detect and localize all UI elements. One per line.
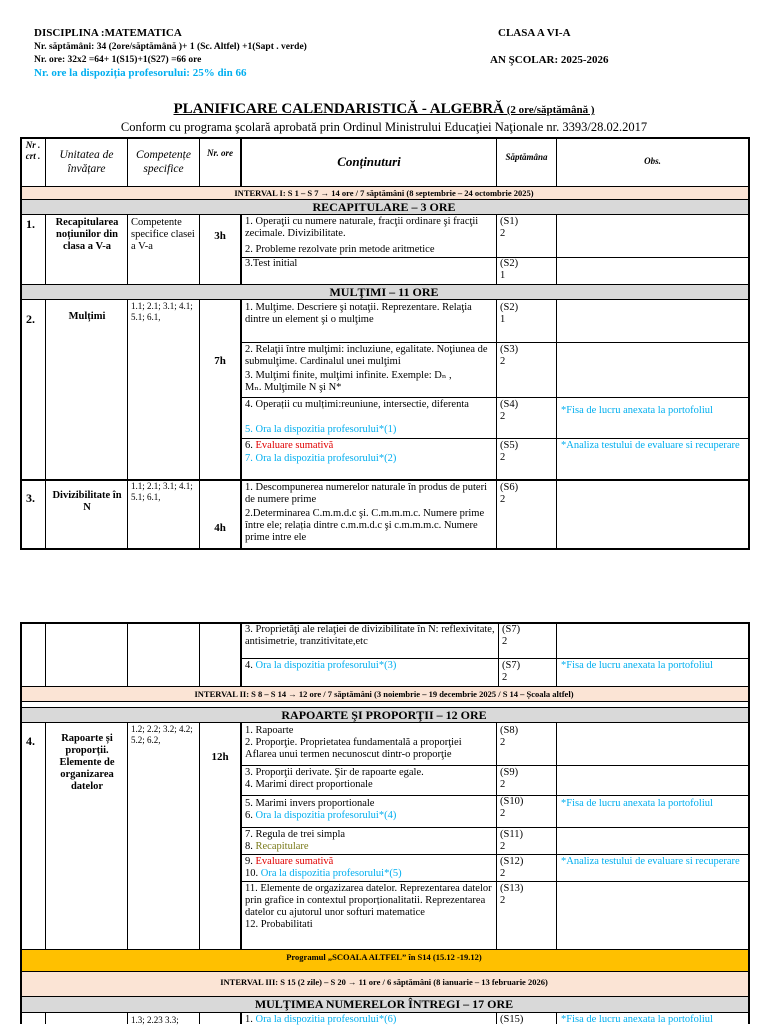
unit-2-name: Mulțimi — [68, 311, 106, 322]
week-s11: (S11) 2 — [500, 829, 523, 852]
col-unit-header: Unitatea de învățare — [59, 149, 114, 175]
col-contents-header: Conținuturi — [337, 154, 401, 169]
discipline-label: DISCIPLINA :MATEMATICA — [34, 27, 182, 39]
row-3a1: 1. Descompunerea numerelor naturale în produs de puteri de numere prime — [245, 482, 487, 505]
obs-fisa-2: *Fisa de lucru anexata la portofoliul — [561, 660, 713, 671]
unit-2-nr: 2. — [26, 312, 35, 326]
row-1a: 1. Operaţii cu numere naturale, fracţii ordinare şi fracţii zecimale. Divizibilitate. — [245, 216, 479, 239]
week-s7a: (S7) 2 — [502, 624, 521, 647]
row-3a2: 2.Determinarea C.m.m.d.c şi. C.m.m.m.c. Numere prime între ele; relația dintre c.m.m.d.c şi c.m.m.m.c. Numere prime intre ele — [245, 508, 485, 543]
unit-3-nr: 3. — [26, 491, 35, 505]
week-s7b: (S7) 2 — [502, 660, 521, 683]
weeks-label: Nr. săptămâni: 34 (2ore/săptămână )+ 1 (Sc. Altfel) +1(Sapt . verde) — [34, 42, 307, 52]
unit-4-name: Rapoarte și proporții. Elemente de organizarea datelor — [59, 733, 115, 792]
week-s2b: (S2) 1 — [500, 302, 519, 325]
col-nr-header: Nr . crt . — [25, 140, 41, 161]
week-s3: (S3) 2 — [500, 344, 519, 367]
week-s10: (S10) 2 — [500, 796, 524, 819]
page-subtitle: Conform cu programa şcolară aprobată prin Ordinul Ministrului Educaţiei Naţionale nr. 3393/28.02.2017 — [120, 120, 648, 134]
obs-analiza-2: *Analiza testului de evaluare si recuperare — [561, 856, 740, 867]
row-3b: 3. Proprietăţi ale relaţiei de divizibilitate în N: reflexivitate, antisimetrie, tranzitivitate,etc — [245, 624, 495, 647]
hours-label: Nr. ore: 32x2 =64+ 1(S15)+1(S27) =66 ore — [34, 55, 202, 65]
row-2c2: Mₙ. Mulţimile N şi N* — [245, 382, 342, 393]
week-s2a: (S2) 1 — [500, 258, 519, 281]
row-5a: 1. Ora la dispozitia profesorului*(6) — [245, 1014, 397, 1025]
unit-1-nr: 1. — [26, 217, 35, 231]
week-s12: (S12) 2 — [500, 856, 524, 879]
unit-2-hours: 7h — [214, 355, 226, 367]
interval-3-text: INTERVAL III: S 15 (2 zile) – S 20 → 11 ore / 6 săptămâni (8 ianuarie – 13 februarie 2026) — [220, 977, 548, 987]
unit-1-hours: 3h — [214, 230, 226, 242]
obs-fisa-1: *Fisa de lucru anexata la portofoliul — [561, 405, 713, 416]
col-week-header: Săptămâna — [505, 152, 548, 162]
week-s13: (S13) 2 — [500, 883, 524, 906]
week-s4: (S4) 2 — [500, 399, 519, 422]
week-s8: (S8) 2 — [500, 725, 519, 748]
row-2e2: 7. Ora la dispozitia profesorului*(2) — [245, 453, 397, 464]
week-s5: (S5) 2 — [500, 440, 519, 463]
unit-4-nr: 4. — [26, 734, 35, 748]
row-1b: 2. Probleme rezolvate prin metode aritmetice — [245, 244, 435, 255]
unit-2-competences: 1.1; 2.1; 3.1; 4.1; 5.1; 6.1, — [131, 301, 193, 322]
unit-4-hours: 12h — [211, 751, 229, 763]
row-4c: 5. Marimi invers proportionale 6. Ora la dispozitia profesorului*(4) — [245, 798, 397, 821]
row-3c: 4. Ora la dispozitia profesorului*(3) — [245, 660, 397, 671]
class-label: CLASA A VI-A — [498, 27, 571, 39]
obs-fisa-4: *Fisa de lucru anexata la portofoliul — [561, 1014, 713, 1025]
row-2a: 1. Mulţime. Descriere şi notaţii. Reprezentare. Relaţia dintre un element şi o mulţime — [245, 302, 472, 325]
week-s1: (S1) 2 — [500, 216, 519, 239]
interval-2-text: INTERVAL II: S 8 – S 14 → 12 ore / 7 săptămâni (3 noiembrie – 19 decembrie 2025 / S 14 – Școala altfel) — [194, 689, 574, 699]
obs-fisa-3: *Fisa de lucru anexata la portofoliul — [561, 798, 713, 809]
unit-3-name: Divizibilitate în N — [52, 490, 122, 513]
section-rapoarte-title: RAPOARTE ŞI PROPORŢII – 12 ORE — [281, 708, 487, 722]
row-2d2: 5. Ora la dispozitia profesorului*(1) — [245, 424, 397, 435]
unit-3-hours: 4h — [214, 522, 226, 534]
col-competences-header: Competențe specifice — [136, 149, 191, 175]
row-4f: 11. Elemente de orgazizarea datelor. Reprezentarea datelor prin grafice in contextul proporționalitatii. Reprezentarea datelor cu ajutorul unor softuri matematice 12. Probabilitati — [245, 883, 492, 930]
section-multimi-title: MULŢIMI – 11 ORE — [329, 285, 439, 299]
school-year-label: AN ŞCOLAR: 2025-2026 — [490, 54, 609, 66]
col-obs-header: Obs. — [644, 156, 661, 166]
unit-1-competences: Competente specifice clasei a V-a — [131, 217, 195, 252]
unit-4-competences: 1.2; 2.2; 3.2; 4.2; 5.2; 6.2, — [131, 724, 193, 745]
row-2c1: 3. Mulţimi finite, mulţimi infinite. Exemple: Dₙ , — [245, 370, 452, 381]
row-2b: 2. Relaţii între mulţimi: incluziune, egalitate. Noţiunea de submulţime. Cardinalul unei mulţimi — [245, 344, 488, 367]
interval-1-text: INTERVAL I: S 1 – S 7 → 14 ore / 7 săptămâni (8 septembrie – 24 octombrie 2025) — [234, 188, 534, 198]
row-1c: 3.Test initial — [245, 258, 298, 269]
altfel-text: Programul „SCOALA ALTFEL” în S14 (15.12 -19.12) — [286, 952, 482, 962]
row-4a: 1. Rapoarte 2. Proporţie. Proprietatea fundamentală a proporţiei Aflarea unui termen necunoscut dintr-o proporţie — [245, 725, 462, 760]
row-2e1: 6. Evaluare sumativă — [245, 440, 334, 451]
page-title: PLANIFICARE CALENDARISTICĂ - ALGEBRĂ (2 ore/săptămână ) — [173, 101, 595, 117]
section-intregi-title: MULŢIMEA NUMERELOR ÎNTREGI – 17 ORE — [254, 997, 514, 1011]
col-hours-header: Nr. ore — [206, 148, 233, 158]
unit-3-competences: 1.1; 2.1; 3.1; 4.1; 5.1; 6.1, — [131, 481, 193, 502]
unit-5-competences: 1.3; 2.23 3.3; — [131, 1015, 179, 1025]
week-s15: (S15) — [500, 1014, 524, 1025]
row-4e: 9. Evaluare sumativă 10. Ora la dispozitia profesorului*(5) — [245, 856, 402, 879]
section-recap-title: RECAPITULARE – 3 ORE — [312, 200, 456, 214]
week-s6: (S6) 2 — [500, 482, 519, 505]
obs-analiza-1: *Analiza testului de evaluare si recuperare — [561, 440, 740, 451]
row-4b: 3. Proporţii derivate. Şir de rapoarte egale. 4. Marimi direct proportionale — [245, 767, 424, 790]
unit-1-name: Recapitularea noțiunilor din clasa a V-a — [55, 217, 119, 252]
row-2d1: 4. Operații cu mulțimi:reuniune, intersectie, diferenta — [245, 399, 469, 410]
row-4d: 7. Regula de trei simpla 8. Recapitulare — [245, 829, 346, 852]
week-s9: (S9) 2 — [500, 767, 519, 790]
teacher-hours-label: Nr. ore la dispoziția profesorului: 25% din 66 — [34, 67, 247, 79]
